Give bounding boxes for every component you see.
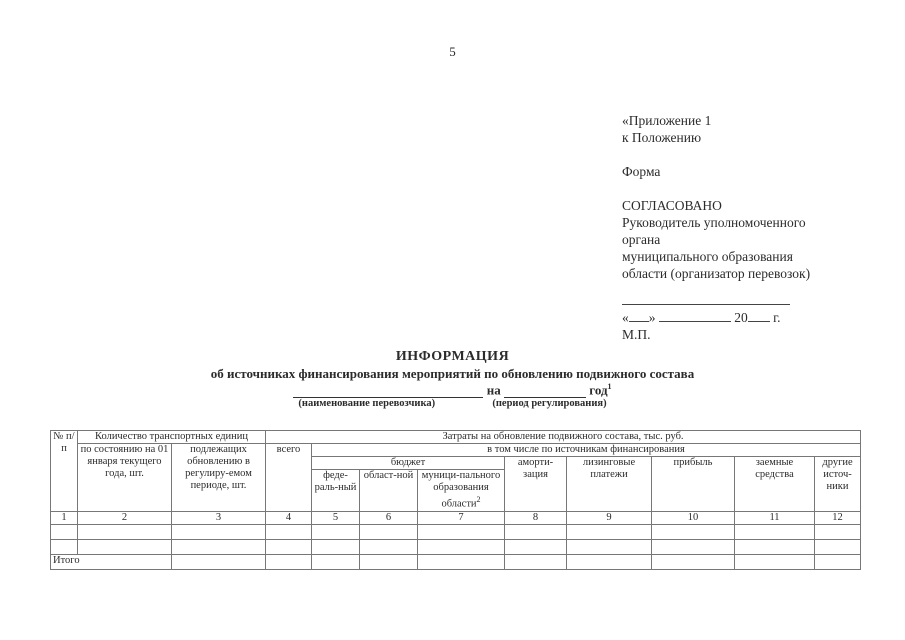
heading-captions <box>0 398 905 409</box>
date-year-prefix: 20 <box>734 310 748 325</box>
carrier-name-blank <box>293 385 483 398</box>
header-other-sources: другие источ-ники <box>815 457 861 512</box>
header-municipal <box>418 470 505 512</box>
appendix-block <box>622 112 810 343</box>
stamp-place: М.П. <box>622 327 651 342</box>
column-number-1: 1 <box>51 511 78 524</box>
footnote-mark-1: 1 <box>607 382 612 391</box>
on-word: на <box>486 382 501 398</box>
appendix-regulation: к Положению <box>622 130 702 145</box>
table-row <box>51 539 861 554</box>
approval-date-line <box>622 309 810 326</box>
page-number: 5 <box>449 44 456 59</box>
signature-line <box>622 298 790 305</box>
column-number-4: 4 <box>266 511 312 524</box>
column-number-11: 11 <box>735 511 815 524</box>
header-budget: бюджет <box>312 457 505 470</box>
header-row-number: № п/п <box>51 431 78 512</box>
document-subtitle: об источниках финансирования мероприятий по обновлению подвижного состава <box>210 366 695 381</box>
form-label: Форма <box>622 164 661 179</box>
header-municipal-label: муници-пального образования области <box>421 470 501 510</box>
date-close-quote: » <box>648 310 656 325</box>
date-year-suffix: г. <box>773 310 781 325</box>
table-row <box>51 524 861 539</box>
column-number-2: 2 <box>78 511 172 524</box>
header-count-to-renew: подлежащих обновлению в регулиру-емом периоде, шт. <box>172 444 266 512</box>
header-regional: област-ной <box>360 470 418 512</box>
footnote-mark-2: 2 <box>476 495 481 504</box>
year-blank <box>748 309 770 322</box>
financing-sources-table <box>50 430 861 570</box>
caption-carrier: (наименование перевозчика) <box>298 398 436 410</box>
approved-label: СОГЛАСОВАНО <box>622 198 722 213</box>
header-federal: феде-раль-ный <box>312 470 360 512</box>
total-label: Итого <box>51 554 172 569</box>
header-incl-sources: в том числе по источникам финансирования <box>312 444 861 457</box>
total-row <box>51 554 861 569</box>
header-renewal-costs: Затраты на обновление подвижного состава, тыс. руб. <box>266 431 861 444</box>
header-profit: прибыль <box>652 457 735 512</box>
day-blank <box>629 309 649 322</box>
header-depreciation: аморти-зация <box>505 457 567 512</box>
approver-role-line-1: Руководитель уполномоченного <box>622 215 806 230</box>
approver-role-line-3: муниципального образования <box>622 249 793 264</box>
caption-period: (период регулирования) <box>492 398 607 410</box>
period-blank <box>504 385 586 398</box>
column-number-7: 7 <box>418 511 505 524</box>
column-number-3: 3 <box>172 511 266 524</box>
column-number-5: 5 <box>312 511 360 524</box>
column-number-12: 12 <box>815 511 861 524</box>
approver-role-line-4: области (организатор перевозок) <box>622 266 811 281</box>
header-total: всего <box>266 444 312 512</box>
column-number-9: 9 <box>567 511 652 524</box>
appendix-title: «Приложение 1 <box>622 113 712 128</box>
column-number-10: 10 <box>652 511 735 524</box>
header-borrowed: заемные средства <box>735 457 815 512</box>
header-leasing: лизинговые платежи <box>567 457 652 512</box>
approver-role-line-2: органа <box>622 232 661 247</box>
document-title: ИНФОРМАЦИЯ <box>395 349 510 364</box>
header-count-jan1: по состоянию на 01 января текущего года, шт. <box>78 444 172 512</box>
date-open-quote: « <box>622 310 629 325</box>
column-number-8: 8 <box>505 511 567 524</box>
header-vehicle-count: Количество транспортных единиц <box>78 431 266 444</box>
month-blank <box>659 309 731 322</box>
year-word: год <box>589 382 608 398</box>
document-heading <box>0 349 905 409</box>
column-number-6: 6 <box>360 511 418 524</box>
carrier-period-line <box>0 382 905 398</box>
